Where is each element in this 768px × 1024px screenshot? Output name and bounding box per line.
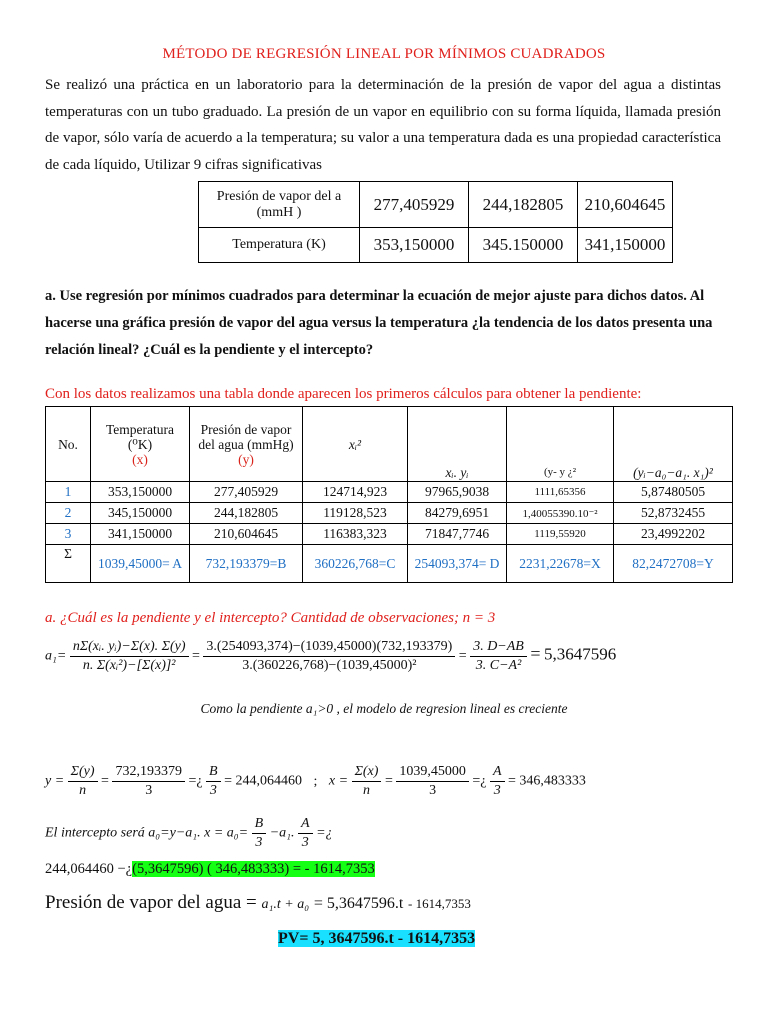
table-cell: 1119,55920 xyxy=(507,524,614,545)
xbar-value: = 346,483333 xyxy=(508,773,586,789)
fraction-denominator: n xyxy=(363,783,370,798)
fraction-numerator: 3. D−AB xyxy=(470,638,527,657)
intro-paragraph: Se realizó una práctica en un laboratorio para la determinación de la presión de vapor del agua a distintas temperaturas con un tubo graduado. La presión de un vapor en equilibrio con su forma líquida, llamada presión de vapor, sólo varía de acuerdo a la temperatura; su valor a una temperatura dada es una propiedad característica de cada líquido, Utilizar 9 cifras significativas xyxy=(45,77,721,173)
header-temp-label: Temperatura xyxy=(105,421,174,437)
slope-fraction-values xyxy=(203,638,455,675)
slope-result: 5,3647596 xyxy=(544,644,617,664)
table-header-row xyxy=(46,407,733,482)
intercept-end: =¿ xyxy=(316,825,333,841)
fraction-numerator: Σ(x) xyxy=(352,763,382,782)
table-cell: 277,405929 xyxy=(190,482,303,503)
fraction-denominator: 3 xyxy=(429,783,437,798)
equals-sign: = xyxy=(101,773,109,789)
separator: ; xyxy=(313,773,318,789)
ybar-fraction xyxy=(68,763,98,800)
table2-intro: Con los datos realizamos una tabla donde aparecen los primeros cálculos para obtener la pendiente: xyxy=(45,386,642,402)
table-cell: 3 xyxy=(46,524,91,545)
table-cell: 116383,323 xyxy=(303,524,408,545)
equals-sign: = xyxy=(458,648,467,664)
table-row xyxy=(46,524,733,545)
header-residual: (yᵢ−a₀−a₁. x₁)² xyxy=(614,407,733,482)
fraction-numerator: A xyxy=(490,763,505,782)
final-equation-highlight: PV= 5, 3647596.t - 1614,7353 xyxy=(278,930,476,947)
fraction-denominator: n xyxy=(79,783,87,798)
intercept-formula xyxy=(45,815,333,852)
table-row xyxy=(46,503,733,524)
header-deviation: (y- y ¿² xyxy=(507,407,614,482)
slope-formula xyxy=(45,638,616,675)
question-a: a. Use regresión por mínimos cuadrados para determinar la ecuación de mejor ajuste para dichos datos. Al hacerse una gráfica presión de vapor del agua versus la temperatura ¿la tendencia de los datos presenta una relación lineal? ¿Cuál es la pendiente y el intercepto? xyxy=(45,288,713,358)
header-pressure-var: (y) xyxy=(238,451,254,467)
fraction-denominator: 3.(360226,768)−(1039,45000)² xyxy=(242,658,417,673)
fraction-denominator: n. Σ(xᵢ²)−[Σ(x)]² xyxy=(82,658,176,673)
table-cell: 23,4992202 xyxy=(614,524,733,545)
intercept-text: El intercepto será a₀=y−a₁. x xyxy=(45,825,211,841)
table-row xyxy=(199,182,673,228)
table-cell: 1111,65356 xyxy=(507,482,614,503)
header-xiyi: xᵢ. yᵢ xyxy=(408,407,507,482)
fraction-numerator: 1039,45000 xyxy=(396,763,469,782)
fraction-numerator: Σ(y) xyxy=(68,763,98,782)
header-temp-unit: (⁰K) xyxy=(127,436,153,452)
row-label-pressure: Presión de vapor del a (mmH ) xyxy=(199,182,360,228)
fraction-numerator: A xyxy=(298,815,313,834)
equals-sign: = xyxy=(530,643,541,664)
header-xi2: xᵢ² xyxy=(303,407,408,482)
page-title: MÉTODO DE REGRESIÓN LINEAL POR MÍNIMOS CUADRADOS xyxy=(162,46,606,62)
table-cell: 277,405929 xyxy=(360,182,469,228)
sub-question: a. ¿Cuál es la pendiente y el intercepto? Cantidad de observaciones; n = 3 xyxy=(45,610,496,626)
intercept-calc-plain: 244,064460 −¿ xyxy=(45,861,133,877)
pressure-equation xyxy=(45,892,471,914)
pressure-equation-formula: a₁.t + a₀ xyxy=(261,897,310,912)
means-formula xyxy=(45,763,586,800)
fraction-denominator: 3. C−A² xyxy=(475,658,522,673)
table-cell: 97965,9038 xyxy=(408,482,507,503)
ybar-value: = 244,064460 xyxy=(224,773,303,789)
table-row xyxy=(46,482,733,503)
table-cell: 353,150000 xyxy=(91,482,190,503)
table-cell: 1 xyxy=(46,482,91,503)
fraction-numerator: B xyxy=(206,763,221,782)
table-cell: 210,604645 xyxy=(190,524,303,545)
fraction-numerator: nΣ(xᵢ. yᵢ)−Σ(x). Σ(y) xyxy=(70,638,189,657)
table-cell: 5,87480505 xyxy=(614,482,733,503)
intercept-text2: = a₀= xyxy=(213,825,249,841)
equals-sign: = xyxy=(384,773,393,789)
table-cell: 341,150000 xyxy=(91,524,190,545)
xbar-fraction-symbol xyxy=(490,763,505,800)
fraction-denominator: 3 xyxy=(209,783,217,798)
table-cell: 353,150000 xyxy=(360,228,469,263)
xbar-label: x = xyxy=(328,773,349,789)
slope-fraction-symbols xyxy=(470,638,527,675)
table-cell: 84279,6951 xyxy=(408,503,507,524)
header-no: No. xyxy=(46,407,91,482)
equals-sign: = xyxy=(192,648,200,664)
header-pressure xyxy=(190,407,303,482)
table-cell: 244,182805 xyxy=(190,503,303,524)
header-temp-var: (x) xyxy=(132,451,148,467)
ybar-fraction-symbol xyxy=(206,763,221,800)
equals-mark: =¿ xyxy=(472,773,487,789)
intercept-calc xyxy=(45,861,375,878)
pressure-equation-label: Presión de vapor del agua = xyxy=(45,892,257,913)
xbar-fraction xyxy=(352,763,382,800)
table-cell: 1,40055390.10⁻² xyxy=(507,503,614,524)
ybar-fraction-values xyxy=(112,763,185,800)
fraction-numerator: B xyxy=(252,815,267,834)
calc-table xyxy=(45,406,733,583)
slope-lhs: a₁= xyxy=(45,648,67,664)
table-cell: 2 xyxy=(46,503,91,524)
table-cell: 732,193379=B xyxy=(190,545,303,583)
table-cell: 1039,45000= A xyxy=(91,545,190,583)
header-temperature xyxy=(91,407,190,482)
equals-mark: =¿ xyxy=(188,773,203,789)
table-cell: 2231,22678=X xyxy=(507,545,614,583)
slope-note: Como la pendiente a₁>0 , el modelo de regresion lineal es creciente xyxy=(200,701,568,716)
intercept-calc-highlight: (5,3647596) ( 346,483333) = - 1614,7353 xyxy=(132,861,375,877)
table-cell: 119128,523 xyxy=(303,503,408,524)
intercept-fraction-b xyxy=(252,815,267,852)
pressure-equation-tail: - 1614,7353 xyxy=(408,896,471,911)
table-cell: 210,604645 xyxy=(578,182,673,228)
row-label-temperature: Temperatura (K) xyxy=(199,228,360,263)
fraction-denominator: 3 xyxy=(145,783,153,798)
table-cell: 345,150000 xyxy=(91,503,190,524)
table-cell: 254093,374= D xyxy=(408,545,507,583)
pressure-equation-eq: = 5,3647596.t xyxy=(313,895,404,912)
data-table xyxy=(198,181,673,263)
table-cell: 124714,923 xyxy=(303,482,408,503)
table-cell: Σ xyxy=(46,545,91,583)
intercept-fraction-a xyxy=(298,815,313,852)
table-sum-row xyxy=(46,545,733,583)
header-pressure-label: Presión de vapor del agua (mmHg) xyxy=(198,421,294,452)
table-cell: 360226,768=C xyxy=(303,545,408,583)
table-cell: 244,182805 xyxy=(469,182,578,228)
xbar-fraction-values xyxy=(396,763,469,800)
final-equation xyxy=(278,930,475,948)
intercept-mid: −a₁. xyxy=(269,825,295,841)
table-cell: 82,2472708=Y xyxy=(614,545,733,583)
fraction-denominator: 3 xyxy=(493,783,501,798)
fraction-denominator: 3 xyxy=(255,835,263,850)
table-cell: 71847,7746 xyxy=(408,524,507,545)
fraction-denominator: 3 xyxy=(301,835,309,850)
table-row xyxy=(199,228,673,263)
table-cell: 52,8732455 xyxy=(614,503,733,524)
fraction-numerator: 3.(254093,374)−(1039,45000)(732,193379) xyxy=(203,638,455,657)
fraction-numerator: 732,193379 xyxy=(112,763,185,782)
ybar-label: y = xyxy=(45,773,65,789)
table-cell: 345.150000 xyxy=(469,228,578,263)
table-cell: 341,150000 xyxy=(578,228,673,263)
slope-fraction-general xyxy=(70,638,189,675)
